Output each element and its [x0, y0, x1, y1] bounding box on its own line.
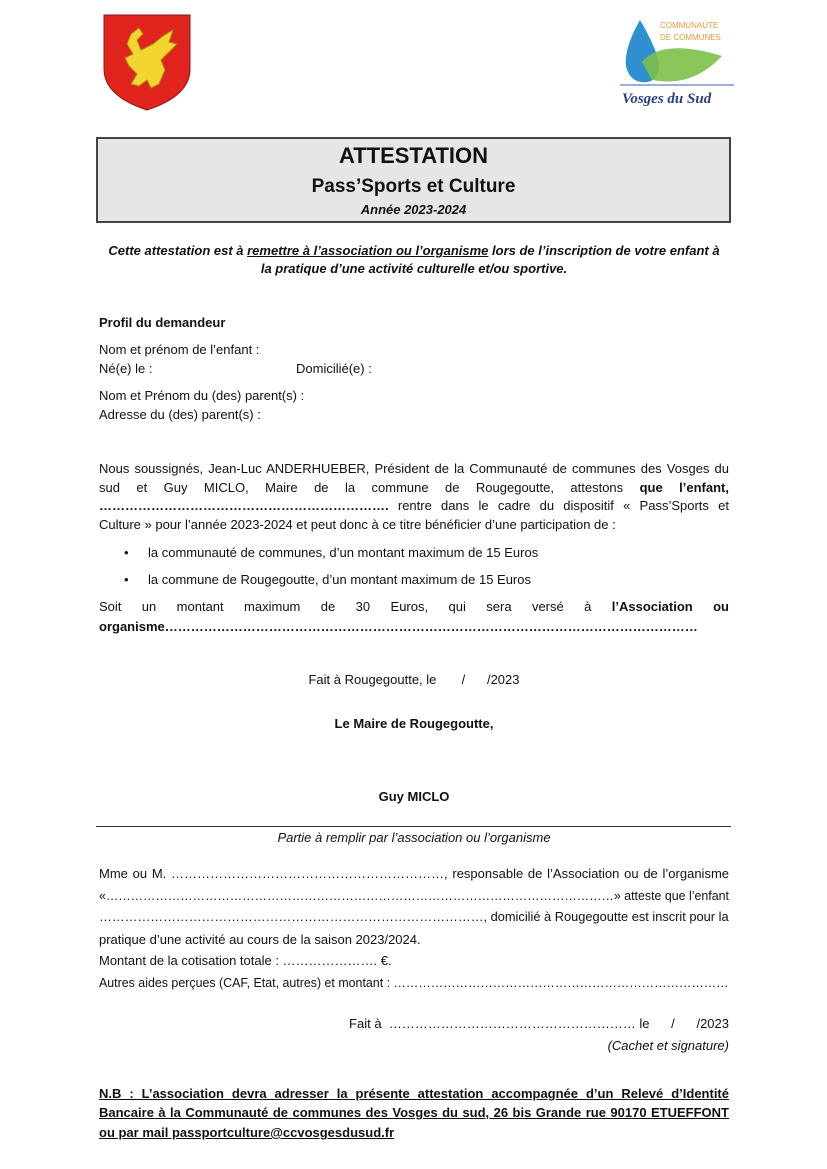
cachet-signature: (Cachet et signature) [607, 1038, 729, 1053]
organisme-line: organisme…………………………………………………………………………………………………………… [99, 619, 698, 634]
birth-date-field: Né(e) le : [99, 361, 153, 376]
bullet-item: la commune de Rougegoutte, d’un montant maximum de 15 Euros [148, 572, 531, 587]
body-line-1: Nous soussignés, Jean-Luc ANDERHUEBER, Président de la Communauté de communes des Vosges du [99, 461, 729, 476]
bullet-icon: • [124, 572, 129, 587]
logo-text-communes: DE COMMUNES [660, 33, 721, 42]
logo-text-communaute: COMMUNAUTE [660, 21, 719, 30]
intro-line-1: Cette attestation est à remettre à l’association ou l’organisme lors de l’inscription de votre enfant à [108, 243, 720, 258]
child-name-field: Nom et prénom de l’enfant : [99, 342, 260, 357]
bullet-item: la communauté de communes, d’un montant maximum de 15 Euros [148, 545, 539, 560]
cotisation-field: Montant de la cotisation totale : …………………. €. [99, 953, 392, 968]
body-line-2: sud et Guy MICLO, Maire de la commune de Rougegoutte, attestons que l’enfant, [99, 480, 729, 495]
logo-text-name: Vosges du Sud [622, 91, 712, 107]
nb-line-2: Bancaire à la Communauté de communes des Vosges du sud, 26 bis Grande rue 90170 ETUEFFONT [99, 1105, 729, 1120]
title-box [96, 137, 731, 223]
maire-name: Guy MICLO [378, 789, 450, 804]
parent-name-field: Nom et Prénom du (des) parent(s) : [99, 388, 305, 403]
divider [96, 826, 731, 827]
bullet-icon: • [124, 545, 129, 560]
association-heading: Partie à remplir par l’association ou l’organisme [277, 830, 551, 845]
body-line-3: …………………………………………………………. rentre dans le cadre du dispositif « Pass’Sports et [99, 498, 729, 513]
association-line-3: ………………………………………………………………………………, domicilié à Rougegoutte est inscrit pour la [99, 909, 729, 924]
page-title: ATTESTATION [338, 143, 489, 168]
nb-email[interactable]: ou par mail passportculture@ccvosgesdusud.fr [99, 1125, 395, 1140]
fait-rougegoutte: Fait à Rougegoutte, le / /2023 [308, 672, 520, 687]
maire-title: Le Maire de Rougegoutte, [334, 716, 494, 731]
soit-line: Soit un montant maximum de 30 Euros, qui sera versé à l’Association ou [99, 599, 729, 614]
parent-address-field: Adresse du (des) parent(s) : [99, 407, 261, 422]
association-fait: Fait à ………………………………………………… le / /2023 [349, 1016, 729, 1031]
domicile-field: Domicilié(e) : [296, 361, 372, 376]
association-line-4: pratique d’une activité au cours de la saison 2023/2024. [99, 932, 421, 947]
body-line-4: Culture » pour l’année 2023-2024 et peut donc à ce titre bénéficier d’une participation de : [99, 517, 616, 532]
profil-heading: Profil du demandeur [99, 315, 226, 330]
rougegoutte-crest-logo [103, 14, 191, 111]
association-line-1: Mme ou M. ………………………………………………………, responsable de l’Association ou de l’organisme [99, 866, 729, 881]
vosges-du-sud-logo [612, 18, 734, 112]
autres-aides-field: Autres aides perçues (CAF, Etat, autres) et montant : ……………………………………………………………………… [99, 975, 729, 990]
page-subtitle: Pass’Sports et Culture [311, 176, 516, 197]
association-line-2: «……………………………………………………………………………………………………………» atteste que l’enfant [99, 888, 729, 903]
page-year: Année 2023-2024 [360, 202, 467, 217]
intro-line-2: la pratique d’une activité culturelle et/ou sportive. [260, 261, 568, 276]
nb-line-1: N.B : L’association devra adresser la présente attestation accompagnée d’un Relevé d’Identité [99, 1086, 729, 1101]
